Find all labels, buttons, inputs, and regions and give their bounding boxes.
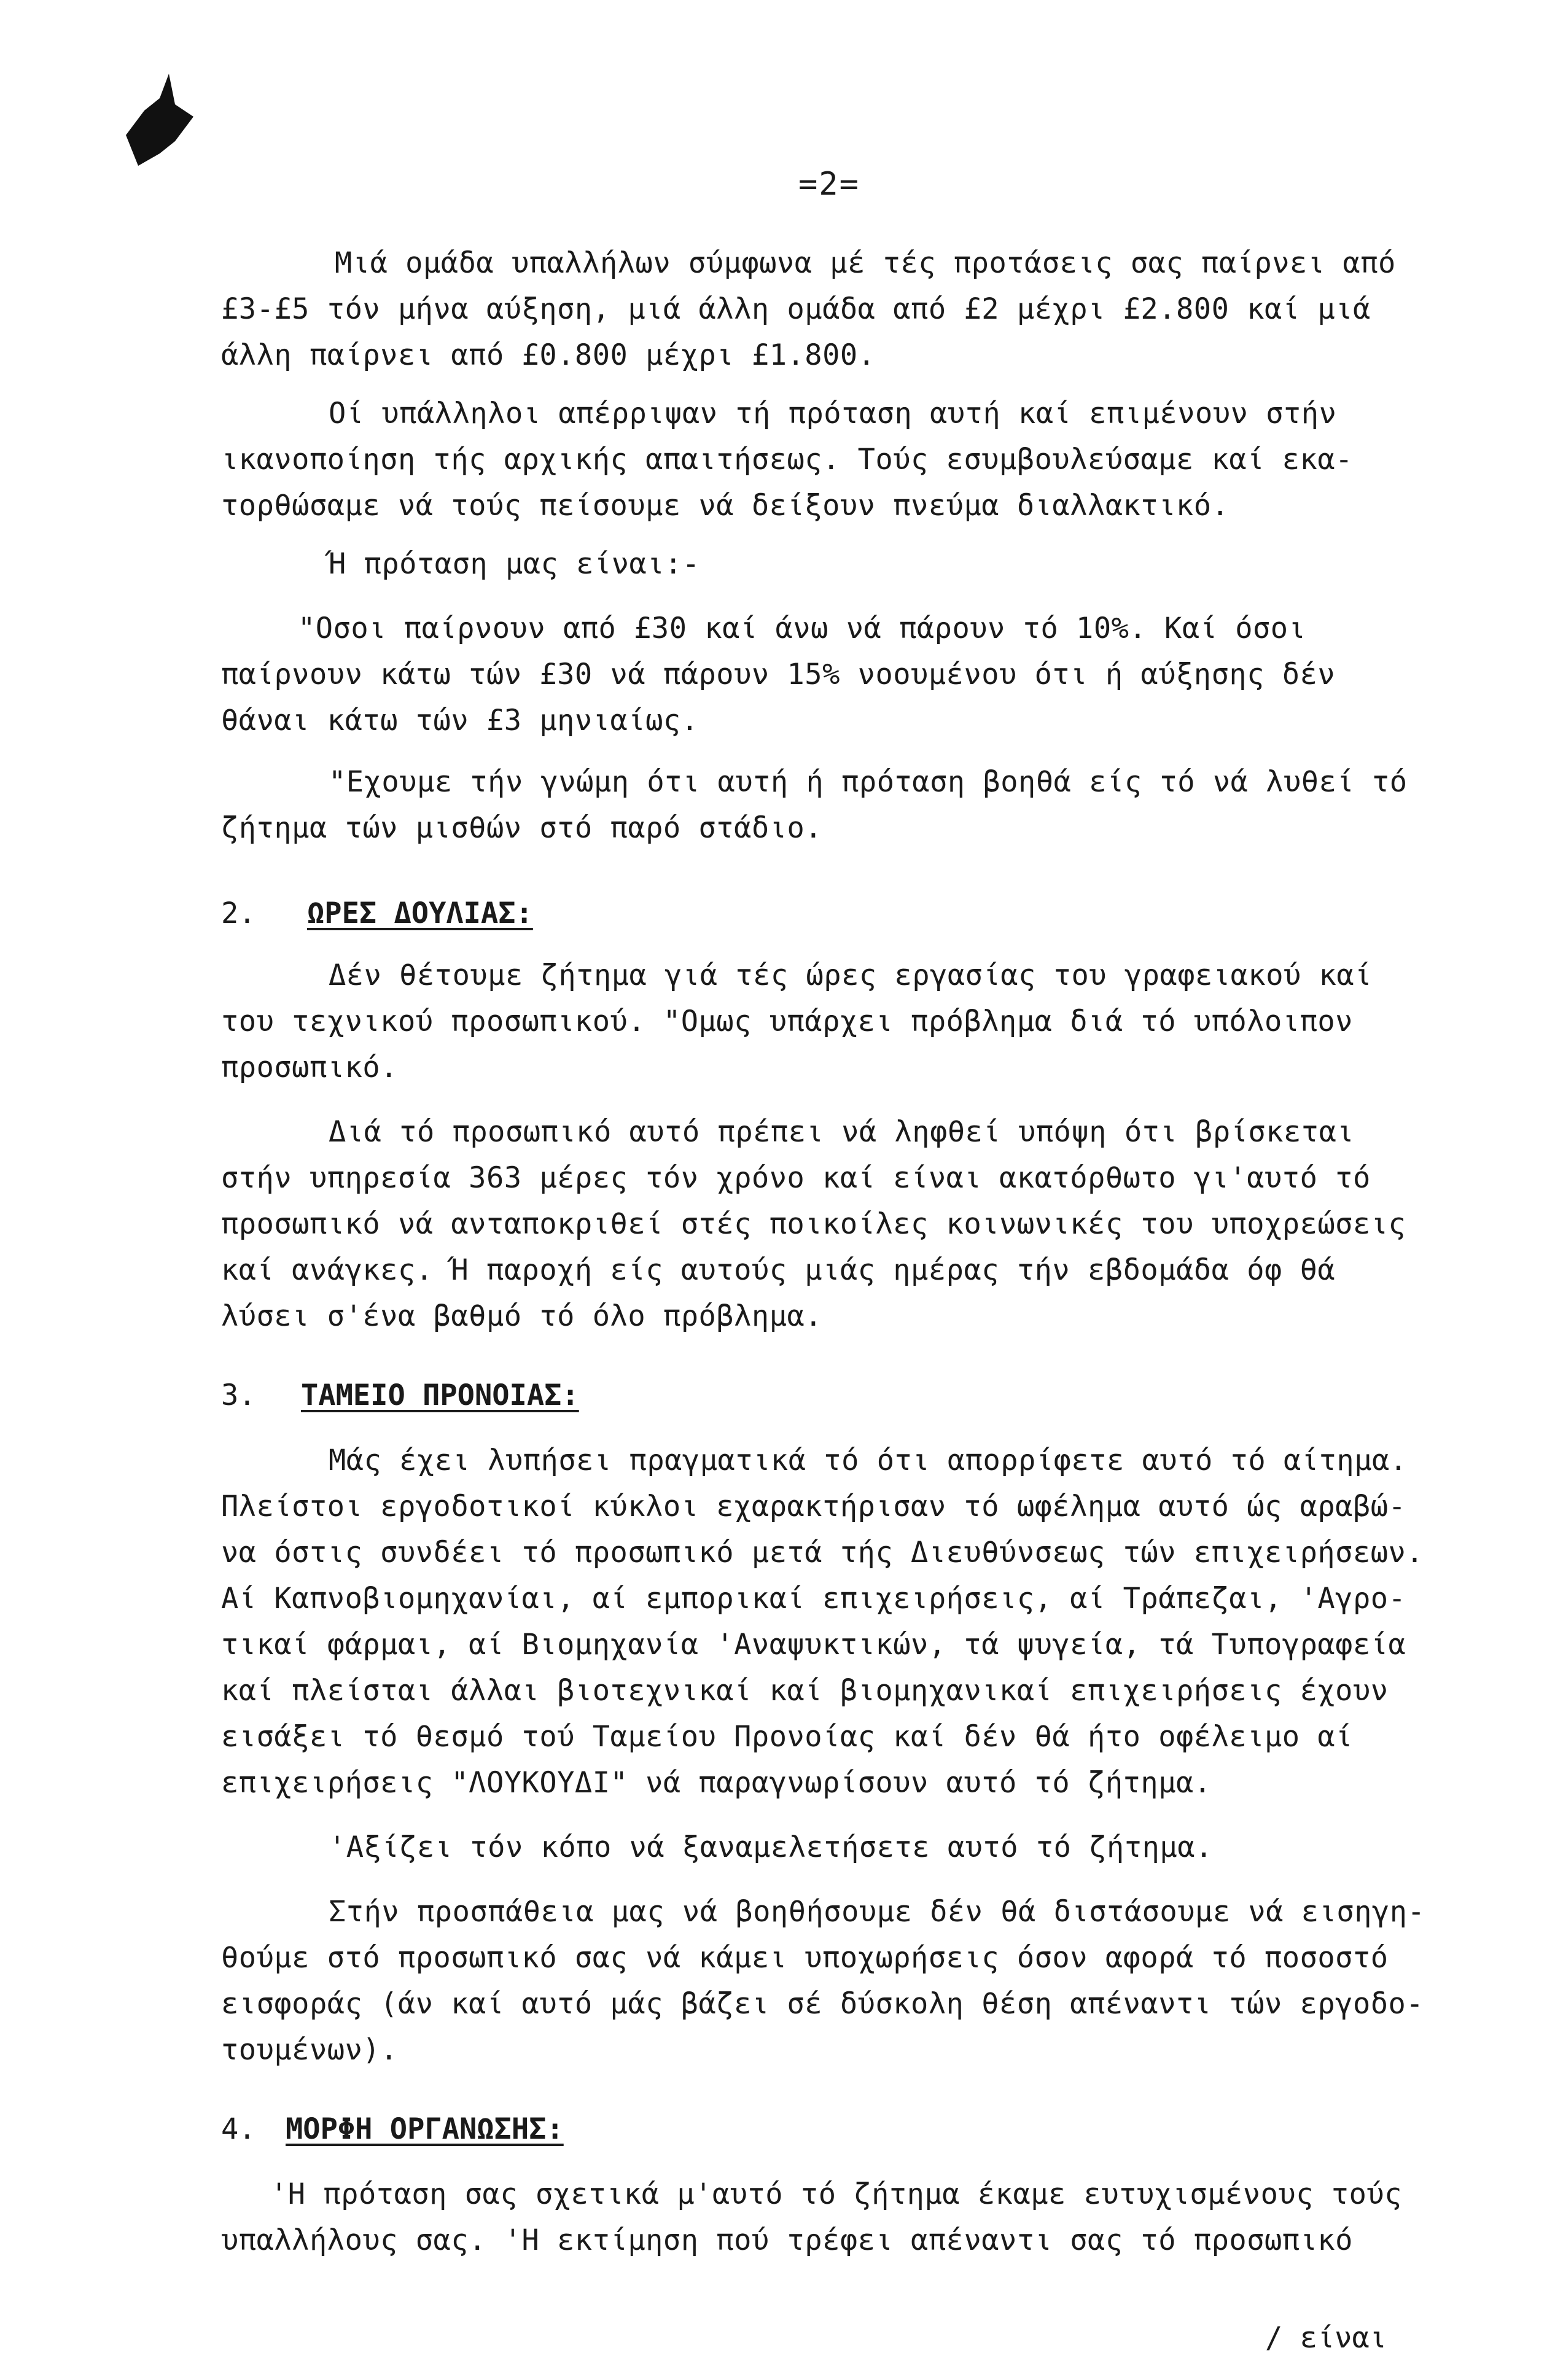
section-3-p1-line-6: καί πλείσται άλλαι βιοτεχνικαί καί βιομηχανικαί επιχειρήσεις έχουν (221, 1674, 1389, 1708)
section-2-p2-line-3: προσωπικό νά ανταποκριθεί στές ποικοίλες κοινωνικές του υποχρεώσεις (221, 1207, 1406, 1241)
section-2-title: ΩΡΕΣ ΔΟΥΛΙΑΣ: (307, 896, 533, 930)
section-3-p1-line-2: Πλείστοι εργοδοτικοί κύκλοι εχαρακτήρισαν τό ωφέλημα αυτό ώς αραβώ- (221, 1490, 1406, 1523)
section-4-p1-line-1: 'Η πρόταση σας σχετικά μ'αυτό τό ζήτημα έκαμε ευτυχισμένους τούς (270, 2177, 1402, 2211)
paragraph-1-line-3: άλλη παίρνει από £0.800 μέχρι £1.800. (221, 338, 876, 372)
section-2-p1-line-3: προσωπικό. (221, 1051, 398, 1084)
section-3-p1-line-1: Μάς έχει λυπήσει πραγματικά τό ότι απορρίφετε αυτό τό αίτημα. (329, 1444, 1408, 1477)
section-3-p3-line-4: τουμένων). (221, 2033, 398, 2067)
page-number: =2= (798, 166, 860, 203)
section-3-p3-line-3: εισφοράς (άν καί αυτό μάς βάζει σέ δύσκολη θέση απέναντι τών εργοδο- (221, 1987, 1424, 2021)
section-3-p3-line-1: Στήν προσπάθεια μας νά βοηθήσουμε δέν θά διστάσουμε νά εισηγη- (329, 1895, 1425, 1929)
paragraph-2-line-2: ικανοποίηση τής αρχικής απαιτήσεως. Τούς εσυμβουλεύσαμε καί εκα- (221, 443, 1353, 476)
section-3-p1-line-7: εισάξει τό θεσμό τού Ταμείου Προνοίας καί δέν θά ήτο οφέλειμο αί (221, 1720, 1353, 1754)
ink-blot-mark (101, 61, 206, 184)
section-2-p1-line-1: Δέν θέτουμε ζήτημα γιά τές ώρες εργασίας του γραφειακού καί (329, 959, 1372, 992)
section-2-p2-line-4: καί ανάγκες. Ή παροχή είς αυτούς μιάς ημέρας τήν εβδομάδα όφ θά (221, 1253, 1336, 1287)
section-3-p1-line-5: τικαί φάρμαι, αί Βιομηχανία 'Αναψυκτικών, τά ψυγεία, τά Τυπογραφεία (221, 1628, 1406, 1662)
section-2-p2-line-5: λύσει σ'ένα βαθμό τό όλο πρόβλημα. (221, 1299, 823, 1333)
section-2-number: 2. (221, 896, 256, 930)
section-3-p1-line-4: Αί Καπνοβιομηχανίαι, αί εμπορικαί επιχειρήσεις, αί Τράπεζαι, 'Αγρο- (221, 1582, 1406, 1616)
paragraph-2-line-1: Οί υπάλληλοι απέρριψαν τή πρόταση αυτή καί επιμένουν στήν (329, 397, 1337, 430)
section-3-p3-line-2: θούμε στό προσωπικό σας νά κάμει υποχωρήσεις όσον αφορά τό ποσοστό (221, 1941, 1389, 1975)
opinion-line-1: "Εχουμε τήν γνώμη ότι αυτή ή πρόταση βοηθά είς τό νά λυθεί τό (329, 765, 1408, 799)
section-3-number: 3. (221, 1379, 256, 1412)
section-4-p1-line-2: υπαλλήλους σας. 'Η εκτίμηση πού τρέφει απέναντι σας τό προσωπικό (221, 2223, 1353, 2257)
section-4-title: ΜΟΡΦΗ ΟΡΓΑΝΩΣΗΣ: (286, 2112, 564, 2146)
section-3-p1-line-8: επιχειρήσεις "ΛΟΥΚΟΥΔΙ" νά παραγνωρίσουν αυτό τό ζήτημα. (221, 1766, 1212, 1800)
continuation-marker: / είναι (1265, 2321, 1387, 2355)
section-2-p1-line-2: του τεχνικού προσωπικού. "Ομως υπάρχει πρόβλημα διά τό υπόλοιπον (221, 1005, 1353, 1038)
proposal-quote-line-1: "Οσοι παίρνουν από £30 καί άνω νά πάρουν τό 10%. Καί όσοι (298, 612, 1306, 645)
proposal-quote-line-2: παίρνουν κάτω τών £30 νά πάρουν 15% νοουμένου ότι ή αύξησης δέν (221, 658, 1336, 691)
paragraph-2-line-3: τορθώσαμε νά τούς πείσουμε νά δείξουν πνεύμα διαλλακτικό. (221, 489, 1230, 523)
section-3-p2: 'Αξίζει τόν κόπο νά ξαναμελετήσετε αυτό τό ζήτημα. (329, 1830, 1213, 1864)
section-3-p1-line-3: να όστις συνδέει τό προσωπικό μετά τής Διευθύνσεως τών επιχειρήσεων. (221, 1536, 1424, 1569)
proposal-intro: Ή πρόταση μας είναι:- (329, 547, 700, 581)
paragraph-1-line-2: £3-£5 τόν μήνα αύξηση, μιά άλλη ομάδα από £2 μέχρι £2.800 καί μιά (221, 292, 1371, 326)
paragraph-1-line-1: Μιά ομάδα υπαλλήλων σύμφωνα μέ τές προτάσεις σας παίρνει από (335, 246, 1396, 280)
section-3-title: ΤΑΜΕΙΟ ΠΡΟΝΟΙΑΣ: (301, 1379, 579, 1412)
section-4-number: 4. (221, 2112, 256, 2146)
opinion-line-2: ζήτημα τών μισθών στό παρό στάδιο. (221, 811, 823, 845)
proposal-quote-line-3: θάναι κάτω τών £3 μηνιαίως. (221, 704, 699, 737)
section-2-p2-line-1: Διά τό προσωπικό αυτό πρέπει νά ληφθεί υπόψη ότι βρίσκεται (329, 1115, 1355, 1149)
section-2-p2-line-2: στήν υπηρεσία 363 μέρες τόν χρόνο καί είναι ακατόρθωτο γι'αυτό τό (221, 1161, 1371, 1195)
